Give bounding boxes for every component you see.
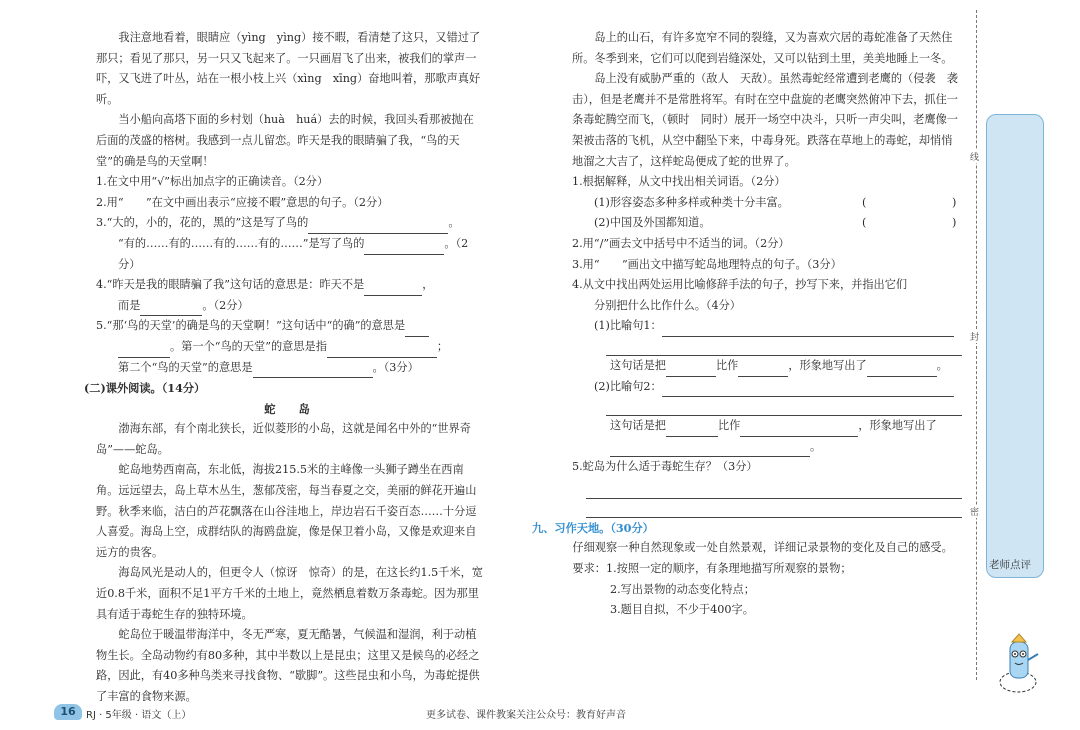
answer-blank[interactable]	[327, 344, 437, 358]
story-paragraph: 海岛风光是动人的，但更令人（惊讶 惊奇）的是，在这长约1.5千米，宽近0.8千米，面积不足1平方千米的土地上，竟然栖息着数万条毒蛇。因为那里具有适于毒蛇生存的独特环境。	[96, 566, 483, 621]
metaphor-1	[572, 316, 962, 337]
question-3-text-a: 3.“大的，小的，花的，黑的”这是写了鸟的	[96, 216, 309, 230]
question-3: 3.“大的，小的，花的，黑的”这是写了鸟的 。	[96, 213, 484, 234]
story-paragraph: 蛇岛位于暖温带海洋中，冬无严寒，夏无酷暑，气候温和湿润，利于动植物生长。全岛动物约有80多种，其中半数以上是昆虫；这里又是候鸟的必经之路，因此，有40多种鸟类来寻找食物、“歇脚”。这些昆虫和小鸟，为毒蛇提供了丰富的食物来源。	[96, 628, 480, 703]
right-question-5: 5.蛇岛为什么适于毒蛇生存？（3分）	[572, 460, 758, 474]
metaphor-2-explain	[572, 416, 962, 437]
right-question-1: 1.根据解释，从文中找出相关词语。（2分）	[572, 175, 786, 189]
paren-close: )	[952, 216, 957, 230]
metaphor-2	[572, 377, 962, 398]
answer-blank[interactable]	[308, 220, 448, 234]
cut-mark: 线	[970, 150, 979, 163]
question-5-text-b: 。第一个“鸟的天堂”的意思是指	[170, 339, 327, 353]
answer-line[interactable]	[606, 337, 962, 356]
right-column	[532, 28, 962, 621]
page-number: 16	[54, 704, 82, 720]
story-paragraph: 渤海东部，有个南北狭长，近似菱形的小岛，这就是闻名中外的“世界奇岛”——蛇岛。	[96, 422, 471, 456]
explain-text: 。	[810, 439, 822, 453]
story-paragraph: 岛上的山石，有许多宽窄不同的裂缝，又为喜欢穴居的毒蛇准备了天然住所。冬季到来，它们可以爬到岩缝深处，又可以钻到土里，美美地睡上一冬。	[572, 31, 953, 65]
book-label: RJ · 5年级 · 语文（上）	[86, 710, 192, 721]
right-question-2: 2.用“/”画去文中括号中不适当的词。（2分）	[572, 236, 790, 250]
question-5-line-2: 。第一个“鸟的天堂”的意思是指 ；	[96, 337, 484, 358]
right-question-4: 4.从文中找出两处运用比喻修辞手法的句子，抄写下来，并指出它们	[572, 278, 908, 292]
writing-requirement-1: 要求：1.按照一定的顺序，有条理地描写所观察的景物；	[572, 562, 852, 576]
explain-text: 比作	[717, 419, 741, 433]
metaphor-2-explain-line-2	[572, 437, 962, 458]
item-text: (2)中国及外国都知道。	[594, 216, 711, 230]
cut-line	[976, 10, 977, 680]
answer-blank[interactable]	[738, 363, 788, 377]
explain-text: 比作	[715, 358, 739, 372]
story-title: 蛇 岛	[264, 401, 316, 416]
answer-blank[interactable]	[662, 383, 954, 397]
question-5-text-c: 第二个“鸟的天堂”的意思是	[118, 360, 253, 374]
right-question-1-item-2	[572, 213, 962, 234]
answer-blank[interactable]	[364, 282, 422, 296]
left-column	[84, 28, 484, 708]
answer-blank[interactable]	[666, 423, 718, 437]
question-5-line-3	[96, 358, 484, 379]
answer-line[interactable]	[586, 499, 962, 518]
score-text: 。（3分）	[372, 360, 419, 374]
explain-text: 这句话是把	[610, 358, 666, 372]
explain-text: ，形象地写出了	[788, 358, 867, 372]
answer-blank[interactable]	[610, 443, 810, 457]
paren-open: (	[862, 216, 867, 230]
answer-blank[interactable]	[666, 363, 716, 377]
passage-paragraph: 我注意地看着，眼睛应（yìng yìng）接不暇，看清楚了这只，又错过了那只；看见了那只，另一只又飞起来了。一只画眉飞了出来，被我们的掌声一吓，又飞进了叶丛，站在一根小枝上兴（xìng xīng）奋地叫着，那歌声真好听。	[96, 31, 481, 106]
right-question-4-line-2: 分别把什么比作什么。（4分）	[594, 298, 741, 312]
question-4-text-b: 而是	[118, 298, 141, 312]
question-4-text-a: 4.“昨天是我的眼睛骗了我”这句话的意思是：昨天不是	[96, 278, 365, 292]
answer-line[interactable]	[586, 480, 962, 499]
question-3-line-2	[96, 234, 484, 275]
story-paragraph: 蛇岛地势西南高，东北低，海拔215.5米的主峰像一头狮子蹲坐在西南角。远远望去，岛上草木丛生，葱郁茂密，每当春夏之交，美丽的鲜花开遍山野。秋季来临，洁白的芦花飘落在山谷洼地上，岸边岩石千姿百态……十分逗人喜爱。海岛上空，成群结队的海鸥盘旋，像是保卫着小岛，又像是欢迎来自远方的贵客。	[96, 463, 477, 559]
question-4-line-2	[96, 296, 484, 317]
paren-close: )	[952, 195, 957, 209]
question-4: 4.“昨天是我的眼睛骗了我”这句话的意思是：昨天不是 ，	[96, 275, 484, 296]
question-5-text-a: 5.“那‘鸟的天堂’的确是鸟的天堂啊！”这句话中“的确”的意思是	[96, 319, 406, 333]
writing-requirement-3: 3.题目自拟，不少于400字。	[610, 603, 754, 617]
teacher-comment-label: 老师点评	[989, 559, 1031, 571]
section-heading: (二)课外阅读。（14分）	[84, 381, 206, 396]
teacher-comment-box[interactable]	[986, 114, 1044, 578]
question-1: 1.在文中用“√”标出加点字的正确读音。（2分）	[96, 175, 329, 189]
answer-blank[interactable]	[140, 302, 202, 316]
question-5	[96, 316, 484, 337]
answer-line[interactable]	[606, 397, 962, 416]
right-question-1-item-1	[572, 193, 962, 214]
writing-section-heading: 九、习作天地。（30分）	[532, 520, 654, 535]
answer-blank[interactable]	[364, 241, 444, 255]
answer-blank[interactable]	[867, 363, 937, 377]
cut-mark: 密	[970, 505, 979, 518]
score-text: 。（2分）	[202, 298, 249, 312]
answer-blank[interactable]	[405, 323, 429, 337]
answer-blank[interactable]	[662, 323, 954, 337]
footer-note: 更多试卷、课件教案关注公众号：教育好声音	[426, 710, 626, 721]
question-2: 2.用“ ”在文中画出表示“应接不暇”意思的句子。（2分）	[96, 195, 389, 209]
writing-prompt: 仔细观察一种自然现象或一处自然景观，详细记录景物的变化及自己的感受。	[572, 541, 953, 555]
explain-text: ，形象地写出了	[858, 419, 937, 433]
metaphor-1-explain	[572, 356, 962, 377]
answer-blank[interactable]	[118, 344, 170, 358]
mascot-icon	[994, 630, 1050, 700]
item-text: (1)形容姿态多种多样或种类十分丰富。	[594, 195, 789, 209]
explain-text: 。	[936, 358, 948, 372]
question-3-text-b: “有的……有的……有的……有的……”是写了鸟的	[118, 236, 365, 250]
story-paragraph: 岛上没有威胁严重的（敌人 天敌）。虽然毒蛇经常遭到老鹰的（侵袭 袭击），但是老鹰并不是常胜将军。有时在空中盘旋的老鹰突然俯冲下去，抓住一条毒蛇腾空而飞，（顿时 同时）展开一场空中决斗，只听一声尖叫，老鹰像一架被击落的飞机，从空中翻坠下来，中毒身死。跌落在草地上的毒蛇，却悄悄地溜之大吉了，这样蛇岛便成了蛇的世界了。	[572, 72, 958, 168]
paren-open: (	[862, 195, 867, 209]
explain-text: 这句话是把	[610, 419, 666, 433]
metaphor-label: (1)比喻句1：	[594, 319, 662, 333]
writing-requirement-2: 2.写出景物的动态变化特点；	[610, 582, 755, 596]
score-text: 。（2分）	[118, 236, 469, 271]
cut-mark: 封	[970, 330, 979, 343]
metaphor-label: (2)比喻句2：	[594, 379, 662, 393]
answer-blank[interactable]	[740, 423, 858, 437]
right-question-3: 3.用“ ”画出文中描写蛇岛地理特点的句子。（3分）	[572, 257, 842, 271]
answer-blank[interactable]	[253, 364, 373, 378]
passage-paragraph: 当小船向高塔下面的乡村划（huà huá）去的时候，我回头看那被抛在后面的茂盛的榕树。我感到一点儿留恋。昨天是我的眼睛骗了我，“鸟的天堂”的确是鸟的天堂啊！	[96, 113, 474, 168]
